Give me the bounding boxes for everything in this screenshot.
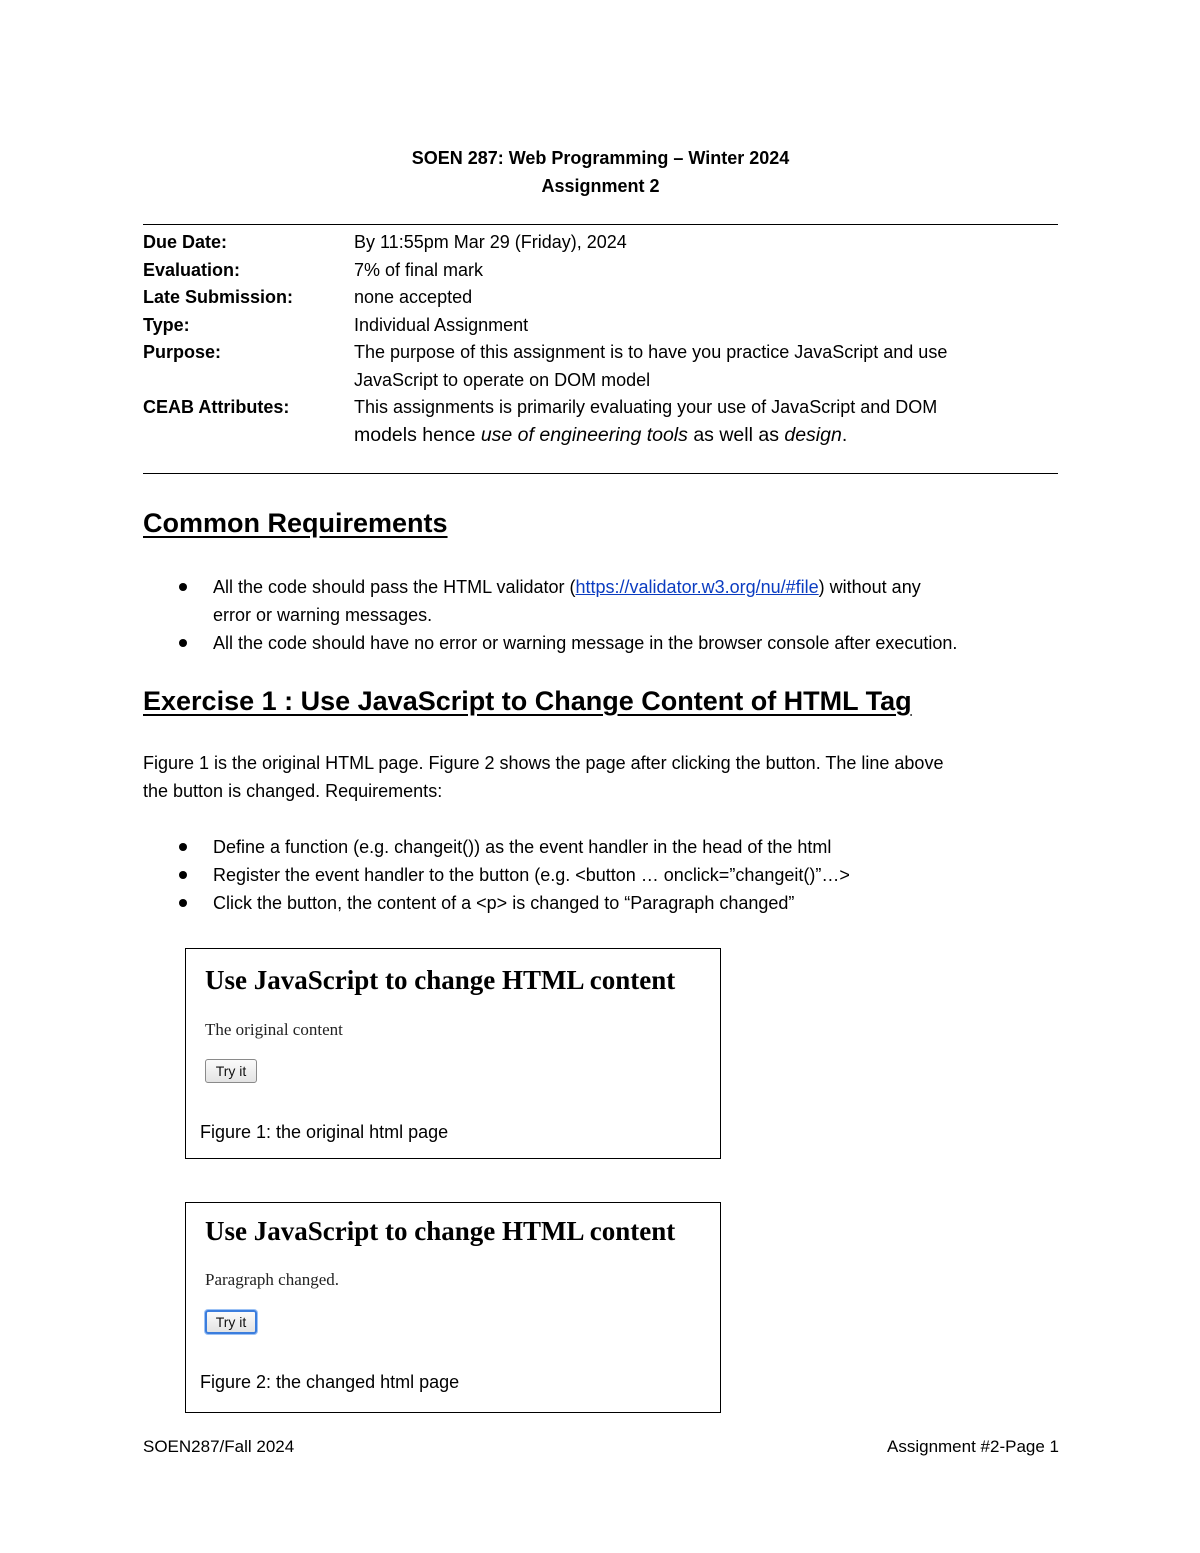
- text-run: All the code should have no error or warning message in the browser console after execution.: [213, 633, 958, 653]
- detail-value: none accepted: [354, 287, 473, 307]
- figure-1: [185, 948, 721, 1159]
- document-header: [143, 144, 1058, 200]
- text-run: Define a function (e.g. changeit()) as the event handler in the head of the html: [213, 837, 832, 857]
- bottom-divider: [143, 473, 1058, 474]
- text-run: models hence: [354, 423, 481, 446]
- figure-paragraph: Paragraph changed.: [205, 1270, 340, 1289]
- try-it-button[interactable]: Try it: [205, 1059, 257, 1083]
- course-title: SOEN 287: Web Programming – Winter 2024: [411, 148, 790, 168]
- text-line: the button is changed. Requirements:: [143, 781, 443, 801]
- exercise1-requirements-list: [143, 833, 1063, 917]
- exercise1-intro: [143, 749, 1063, 805]
- text-line: Figure 1 is the original HTML page. Figure 2 shows the page after clicking the button. The line above: [143, 753, 944, 773]
- detail-value: By 11:55pm Mar 29 (Friday), 2024: [354, 232, 627, 252]
- emphasis-text: design: [784, 423, 842, 446]
- detail-row-ceab: [143, 394, 1063, 449]
- list-item: [143, 833, 1063, 861]
- list-item: [143, 861, 1063, 889]
- footer-course: SOEN287/Fall 2024: [143, 1437, 295, 1456]
- detail-row-evaluation: [143, 257, 1063, 285]
- figure-caption: Figure 2: the changed html page: [200, 1372, 460, 1392]
- detail-value-line: This assignments is primarily evaluating your use of JavaScript and DOM: [354, 397, 938, 417]
- figure-heading: Use JavaScript to change HTML content: [205, 965, 676, 995]
- detail-value-line: JavaScript to operate on DOM model: [354, 369, 651, 390]
- bullet-icon: [179, 899, 187, 907]
- common-requirements-heading: Common Requirements: [143, 508, 448, 538]
- text-run: Register the event handler to the button (e.g. <button … onclick=”changeit()”…>: [213, 865, 850, 885]
- exercise1-heading: Exercise 1 : Use JavaScript to Change Content of HTML Tag: [143, 686, 912, 716]
- detail-row-type: [143, 312, 1063, 340]
- detail-label: Due Date:: [143, 232, 228, 252]
- detail-row-late-submission: [143, 284, 1063, 312]
- detail-value: [354, 339, 1063, 394]
- detail-label: CEAB Attributes:: [143, 397, 290, 417]
- bullet-icon: [179, 871, 187, 879]
- detail-value: 7% of final mark: [354, 259, 484, 280]
- list-item: [143, 573, 1063, 629]
- figure-caption: Figure 1: the original html page: [200, 1122, 449, 1142]
- assignment-title: Assignment 2: [541, 176, 660, 196]
- detail-label: Late Submission:: [143, 287, 294, 307]
- assignment-details: [143, 229, 1063, 449]
- footer-page-number: Assignment #2-Page 1: [887, 1437, 1059, 1456]
- detail-label: Type:: [143, 314, 190, 335]
- figure-heading: Use JavaScript to change HTML content: [205, 1216, 676, 1246]
- detail-value-line: [354, 422, 1063, 450]
- figure-paragraph: The original content: [205, 1020, 343, 1039]
- figure-2: [185, 1202, 721, 1413]
- detail-row-purpose: [143, 339, 1063, 394]
- bullet-icon: [179, 843, 187, 851]
- common-requirements-list: [143, 573, 1063, 657]
- emphasis-text: use of engineering tools: [480, 423, 688, 446]
- bullet-icon: [179, 639, 187, 647]
- text-run: .: [841, 423, 848, 446]
- detail-label: Evaluation:: [143, 259, 241, 280]
- list-item: [143, 889, 1063, 917]
- text-run: ) without any: [818, 577, 921, 597]
- detail-value-line: The purpose of this assignment is to have you practice JavaScript and use: [354, 342, 948, 362]
- try-it-button[interactable]: Try it: [205, 1310, 257, 1334]
- validator-link[interactable]: https://validator.w3.org/nu/#file: [575, 577, 819, 597]
- top-divider: [143, 224, 1058, 225]
- bullet-icon: [179, 583, 187, 591]
- text-run: as well as: [687, 423, 785, 446]
- detail-value: [354, 394, 1063, 449]
- text-run: error or warning messages.: [213, 605, 433, 625]
- detail-row-due-date: [143, 229, 1063, 257]
- text-run: Click the button, the content of a <p> is changed to “Paragraph changed”: [213, 893, 795, 913]
- detail-value: Individual Assignment: [354, 314, 529, 335]
- text-run: All the code should pass the HTML validator (: [213, 577, 576, 597]
- detail-label: Purpose:: [143, 342, 222, 362]
- list-item: [143, 629, 1063, 657]
